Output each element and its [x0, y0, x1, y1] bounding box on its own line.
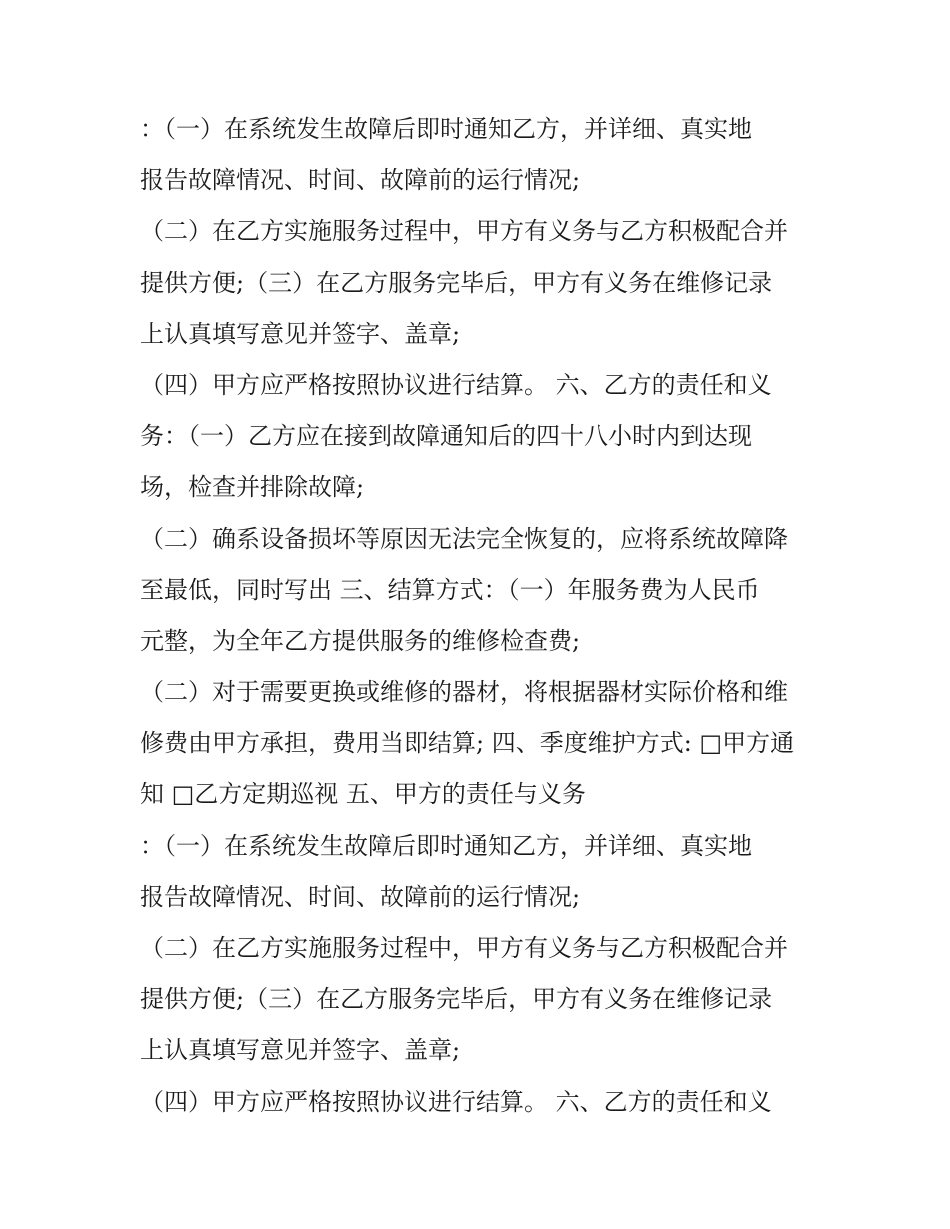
text-line: 务：（一）乙方应在接到故障通知后的四十八小时内到达现: [140, 422, 752, 451]
text-line: 报告故障情况、时间、故障前的运行情况;: [140, 882, 581, 911]
text-line: 修费由甲方承担，费用当即结算; 四、季度维护方式: □甲方通: [140, 729, 795, 758]
text-line: 至最低，同时写出 三、结算方式：（一）年服务费为人民币: [140, 575, 760, 604]
text-line: 提供方便;（三）在乙方服务完毕后，甲方有义务在维修记录: [140, 268, 773, 297]
text-line: ：（一）在系统发生故障后即时通知乙方，并详细、真实地: [140, 115, 752, 143]
text-line: 报告故障情况、时间、故障前的运行情况;: [140, 166, 581, 195]
document-body: [140, 104, 840, 1128]
text-line: （二）确系设备损坏等原因无法完全恢复的，应将系统故障降: [140, 524, 788, 553]
text-line: 上认真填写意见并签字、盖章;: [140, 1036, 461, 1065]
text-line: （二）在乙方实施服务过程中，甲方有义务与乙方积极配合并: [140, 934, 788, 962]
text-line: 场，检查并排除故障;: [140, 473, 365, 502]
text-line: 提供方便;（三）在乙方服务完毕后，甲方有义务在维修记录: [140, 985, 773, 1014]
text-line: 知 □乙方定期巡视 五、甲方的责任与义务: [140, 780, 586, 809]
text-line: （四）甲方应严格按照协议进行结算。 六、乙方的责任和义: [140, 1087, 772, 1116]
text-line: 元整，为全年乙方提供服务的维修检查费;: [140, 626, 581, 655]
text-line: ：（一）在系统发生故障后即时通知乙方，并详细、真实地: [140, 831, 752, 860]
text-line: 上认真填写意见并签字、盖章;: [140, 319, 461, 348]
text-line: （二）对于需要更换或维修的器材，将根据器材实际价格和维: [140, 678, 788, 707]
text-line: （四）甲方应严格按照协议进行结算。 六、乙方的责任和义: [140, 370, 772, 399]
text-line: （二）在乙方实施服务过程中，甲方有义务与乙方积极配合并: [140, 217, 788, 246]
